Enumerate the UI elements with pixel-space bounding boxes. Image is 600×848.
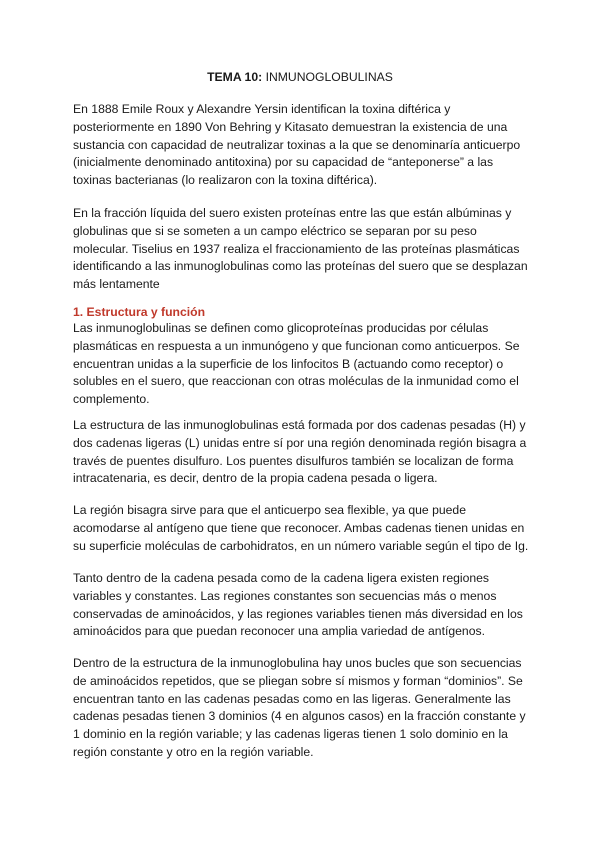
text-line: cadenas pesadas tienen 3 dominios (4 en algunos casos) en la fracción constante y bbox=[73, 709, 526, 724]
text-line: Tanto dentro de la cadena pesada como de la cadena ligera existen regiones bbox=[73, 571, 490, 585]
paragraph-serum bbox=[73, 205, 533, 294]
text-line: En 1888 Emile Roux y Alexandre Yersin identifican la toxina diftérica y bbox=[73, 102, 451, 116]
paragraph-definition bbox=[73, 320, 533, 409]
text-line: toxinas bacterianas (lo realizaron con la toxina diftérica). bbox=[73, 173, 378, 188]
text-line: identificando a las inmunoglobulinas como las proteínas del suero que se desplazan bbox=[73, 259, 528, 274]
text-line: acomodarse al antígeno que tiene que reconocer. Ambas cadenas tienen unidas en bbox=[73, 520, 525, 535]
text-line: aminoácidos para que puedan reconocer una amplia variedad de antígenos. bbox=[73, 624, 485, 639]
text-line: dos cadenas ligeras (L) unidas entre sí por una región denominada región bisagra a bbox=[73, 435, 527, 450]
page-title bbox=[0, 70, 600, 85]
title-prefix: TEMA 10: bbox=[207, 70, 263, 84]
text-line: globulinas que si se someten a un campo eléctrico se separan por su peso bbox=[73, 223, 477, 238]
text-line: La región bisagra sirve para que el anticuerpo sea flexible, ya que puede bbox=[73, 503, 466, 517]
text-line: de aminoácidos repetidos, que se pliegan sobre sí mismos y forman “dominios”. Se bbox=[73, 673, 523, 688]
text-line: En la fracción líquida del suero existen proteínas entre las que están albúminas y bbox=[73, 206, 512, 220]
text-line: Dentro de la estructura de la inmunoglobulina hay unos bucles que son secuencias bbox=[73, 656, 522, 670]
text-line: plasmáticas en respuesta a un inmunógeno y que funcionan como anticuerpos. Se bbox=[73, 338, 520, 353]
text-line: 1 dominio en la región variable; y las cadenas ligeras tienen 1 solo dominio en la bbox=[73, 727, 508, 742]
text-line: variables y constantes. Las regiones constantes son secuencias más o menos bbox=[73, 588, 497, 603]
text-line: conservadas de aminoácidos, y las regiones variables tienen más diversidad en los bbox=[73, 606, 523, 621]
text-line: Las inmunoglobulinas se definen como glicoproteínas producidas por células bbox=[73, 321, 489, 335]
text-line: La estructura de las inmunoglobulinas está formada por dos cadenas pesadas (H) y bbox=[73, 418, 526, 432]
text-line: posteriormente en 1890 Von Behring y Kitasato demuestran la existencia de una bbox=[73, 119, 508, 134]
text-line: más lentamente bbox=[73, 277, 160, 292]
paragraph-structure bbox=[73, 417, 533, 488]
text-line: intracatenaria, es decir, dentro de la propia cadena pesada o ligera. bbox=[73, 471, 438, 486]
text-line: sustancia con capacidad de neutralizar toxinas a la que se denominaría anticuerpo bbox=[73, 137, 521, 152]
paragraph-regions bbox=[73, 570, 533, 641]
text-line: molecular. Tiselius en 1937 realiza el fraccionamiento de las proteínas plasmáticas bbox=[73, 241, 520, 256]
title-main: INMUNOGLOBULINAS bbox=[265, 70, 393, 84]
text-line: encuentran tanto en las cadenas pesadas como en las ligeras. Generalmente las bbox=[73, 691, 511, 706]
paragraph-history bbox=[73, 101, 533, 190]
text-line: región constante y otro en la región variable. bbox=[73, 744, 314, 759]
paragraph-domains bbox=[73, 655, 533, 762]
text-line: través de puentes disulfuro. Los puentes disulfuros también se localizan de forma bbox=[73, 453, 514, 468]
text-line: complemento. bbox=[73, 392, 150, 407]
text-line: encuentran unidas a la superficie de los linfocitos B (actuando como receptor) o bbox=[73, 356, 504, 371]
text-line: (inicialmente denominado antitoxina) por su capacidad de “anteponerse” a las bbox=[73, 155, 494, 170]
text-line: su superficie moléculas de carbohidratos, en un número variable según el tipo de Ig. bbox=[73, 538, 529, 553]
text-line: solubles en el suero, que reaccionan con otras moléculas de la inmunidad como el bbox=[73, 374, 519, 389]
paragraph-hinge bbox=[73, 502, 533, 555]
section-heading: 1. Estructura y función bbox=[73, 305, 206, 319]
